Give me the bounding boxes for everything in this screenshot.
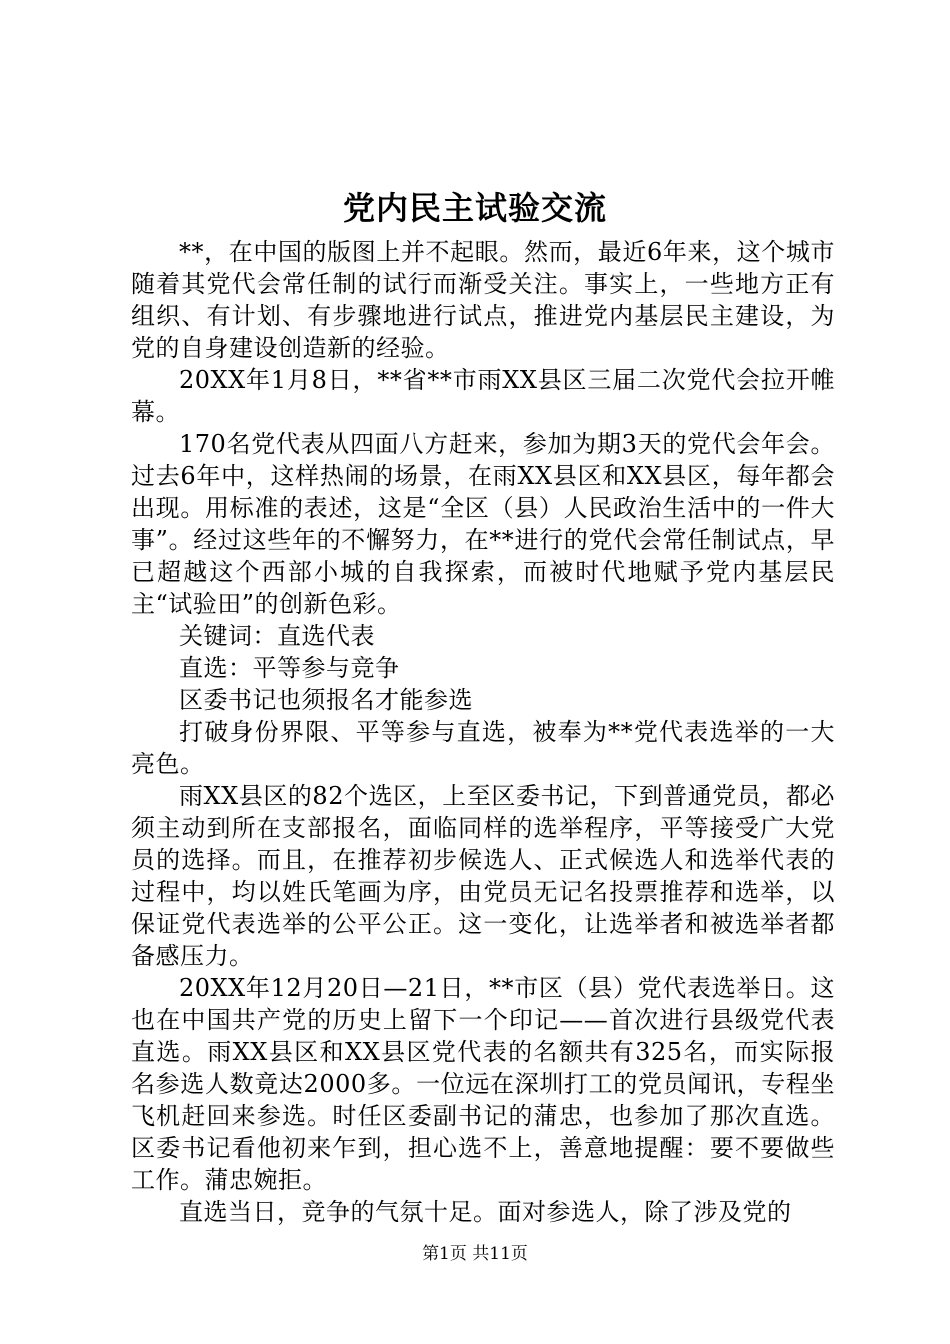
document-body [131,236,835,1228]
paragraph: 雨XX县区的82个选区，上至区委书记，下到普通党员，都必须主动到所在支部报名，面临同样的选举程序，平等接受广大党员的选择。而且，在推荐初步候选人、正式候选人和选举代表的过程中，均以姓氏笔画为序，由党员无记名投票推荐和选举，以保证党代表选举的公平公正。这一变化，让选举者和被选举者都备感压力。 [131,782,835,970]
paragraph: 20XX年12月20日—21日，**市区（县）党代表选举日。这也在中国共产党的历史上留下一个印记——首次进行县级党代表直选。雨XX县区和XX县区党代表的名额共有325名，而实际报名参选人数竟达2000多。一位远在深圳打工的党员闻讯，专程坐飞机赶回来参选。时任区委副书记的蒲忠，也参加了那次直选。区委书记看他初来乍到，担心选不上，善意地提醒：要不要做些工作。蒲忠婉拒。 [131,974,835,1194]
document-title: 党内民主试验交流 [342,189,607,227]
paragraph: 关键词：直选代表 [179,622,375,650]
paragraph: 170名党代表从四面八方赶来，参加为期3天的党代会年会。过去6年中，这样热闹的场景，在雨XX县区和XX县区，每年都会出现。用标准的表述，这是“全区（县）人民政治生活中的一件大事”。经过这些年的不懈努力，在**进行的党代会常任制试点，早已超越这个西部小城的自我探索，而被时代地赋予党内基层民主“试验田”的创新色彩。 [131,430,835,618]
paragraph: **，在中国的版图上并不起眼。然而，最近6年来，这个城市随着其党代会常任制的试行而渐受关注。事实上，一些地方正有组织、有计划、有步骤地进行试点，推进党内基层民主建设，为党的自身建设创造新的经验。 [131,238,835,362]
paragraph: 直选当日，竞争的气氛十足。面对参选人，除了涉及党的 [179,1198,792,1226]
page-footer: 第1页 共11页 [422,1244,528,1264]
paragraph: 区委书记也须报名才能参选 [179,686,473,714]
paragraph: 20XX年1月8日，**省**市雨XX县区三届二次党代会拉开帷幕。 [131,366,835,426]
paragraph: 打破身份界限、平等参与直选，被奉为**党代表选举的一大亮色。 [131,718,835,778]
paragraph: 直选：平等参与竞争 [179,654,400,682]
